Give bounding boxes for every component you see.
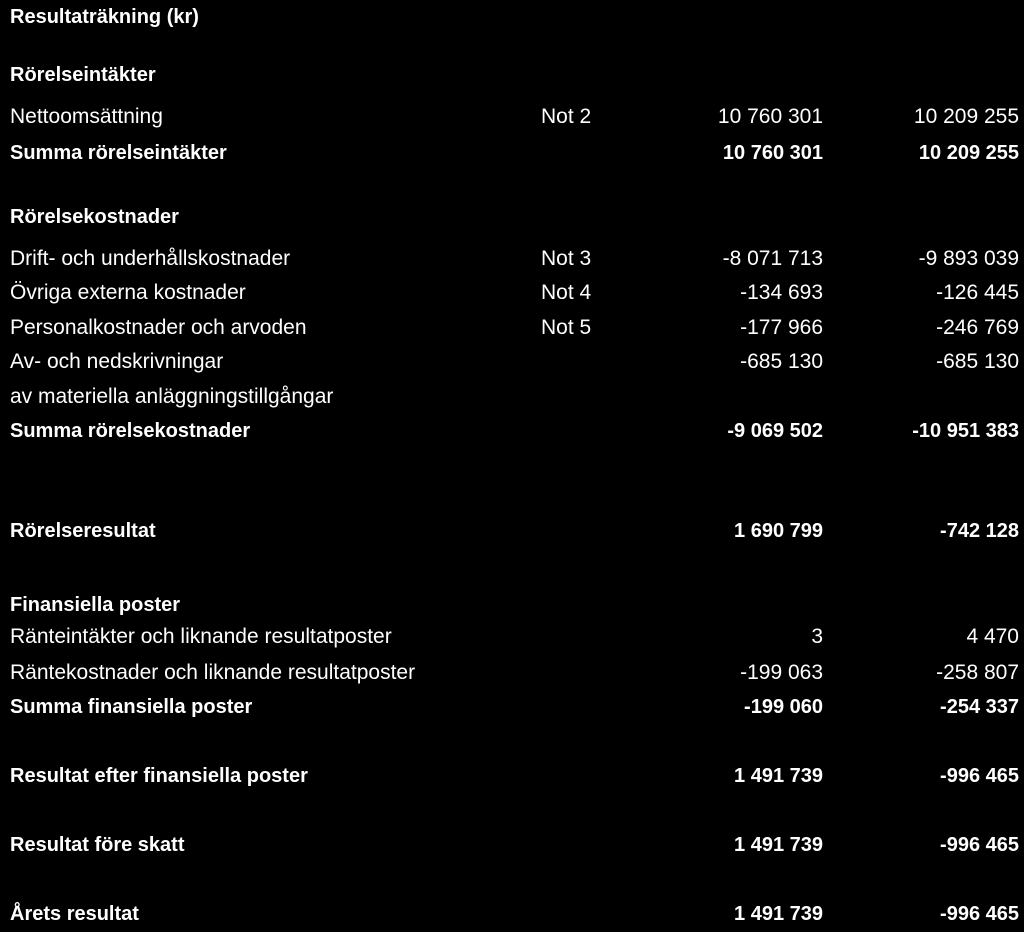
table-row: [0, 588, 1024, 622]
table-row: [0, 100, 1024, 134]
row-label: Drift- och underhållskostnader: [10, 247, 291, 270]
row-label: Resultat efter finansiella poster: [10, 765, 308, 787]
table-row: [0, 276, 1024, 310]
row-label: Summa rörelseintäkter: [10, 142, 227, 164]
row-previous-year-value: 10 209 255: [913, 105, 1019, 128]
row-label: Summa rörelsekostnader: [10, 420, 251, 442]
row-previous-year-value: -258 807: [936, 661, 1019, 684]
row-label: Rörelseresultat: [10, 520, 156, 542]
row-current-year-value: -685 130: [740, 350, 823, 373]
row-label: Nettoomsättning: [10, 105, 163, 128]
row-previous-year-value: -9 893 039: [918, 247, 1019, 270]
row-previous-year-value: -254 337: [940, 696, 1019, 718]
table-row: [0, 828, 1024, 862]
row-label: Summa finansiella poster: [10, 696, 253, 718]
table-row: [0, 58, 1024, 92]
table-row: [0, 311, 1024, 345]
row-previous-year-value: -126 445: [936, 281, 1019, 304]
row-previous-year-value: -10 951 383: [912, 420, 1019, 442]
row-current-year-value: -8 071 713: [722, 247, 823, 270]
row-current-year-value: -177 966: [740, 316, 823, 339]
row-previous-year-value: -996 465: [940, 765, 1019, 787]
row-current-year-value: -9 069 502: [727, 420, 823, 442]
row-current-year-value: 1 690 799: [734, 520, 823, 542]
row-label: Årets resultat: [10, 903, 139, 925]
row-previous-year-value: 4 470: [966, 625, 1019, 648]
row-note: Not 5: [541, 316, 592, 339]
table-row: [0, 345, 1024, 379]
row-label: Resultat före skatt: [10, 834, 185, 856]
table-row: [0, 414, 1024, 448]
row-note: Not 4: [541, 281, 592, 304]
row-current-year-value: 1 491 739: [734, 834, 823, 856]
table-row: [0, 514, 1024, 548]
table-row: [0, 656, 1024, 690]
row-note: Not 3: [541, 247, 592, 270]
row-current-year-value: 1 491 739: [734, 903, 823, 925]
row-current-year-value: -134 693: [740, 281, 823, 304]
row-label: Av- och nedskrivningar: [10, 350, 224, 373]
row-label: Räntekostnader och liknande resultatposter: [10, 661, 416, 684]
row-previous-year-value: -685 130: [936, 350, 1019, 373]
row-current-year-value: 10 760 301: [717, 105, 823, 128]
row-current-year-value: -199 063: [740, 661, 823, 684]
table-row: [0, 620, 1024, 654]
row-label: Rörelseintäkter: [10, 64, 156, 86]
table-row: [0, 200, 1024, 234]
table-row: [0, 690, 1024, 724]
row-current-year-value: 3: [811, 625, 823, 648]
row-label: Rörelsekostnader: [10, 206, 179, 228]
row-label: Ränteintäkter och liknande resultatposter: [10, 625, 392, 648]
table-row: [0, 759, 1024, 793]
table-row: [0, 897, 1024, 931]
table-row: [0, 242, 1024, 276]
row-label: Övriga externa kostnader: [10, 281, 246, 304]
row-previous-year-value: -996 465: [940, 834, 1019, 856]
row-previous-year-value: 10 209 255: [918, 142, 1019, 164]
row-label: Personalkostnader och arvoden: [10, 316, 307, 339]
row-note: Not 2: [541, 105, 592, 128]
row-previous-year-value: -246 769: [936, 316, 1019, 339]
page-title: Resultaträkning (kr): [10, 6, 199, 28]
row-previous-year-value: -996 465: [940, 903, 1019, 925]
row-label: av materiella anläggningstillgångar: [10, 385, 334, 408]
row-current-year-value: -199 060: [744, 696, 823, 718]
table-row: [0, 380, 1024, 414]
row-current-year-value: 10 760 301: [722, 142, 823, 164]
row-previous-year-value: -742 128: [940, 520, 1019, 542]
table-row: [0, 136, 1024, 170]
row-current-year-value: 1 491 739: [734, 765, 823, 787]
row-label: Finansiella poster: [10, 594, 181, 616]
